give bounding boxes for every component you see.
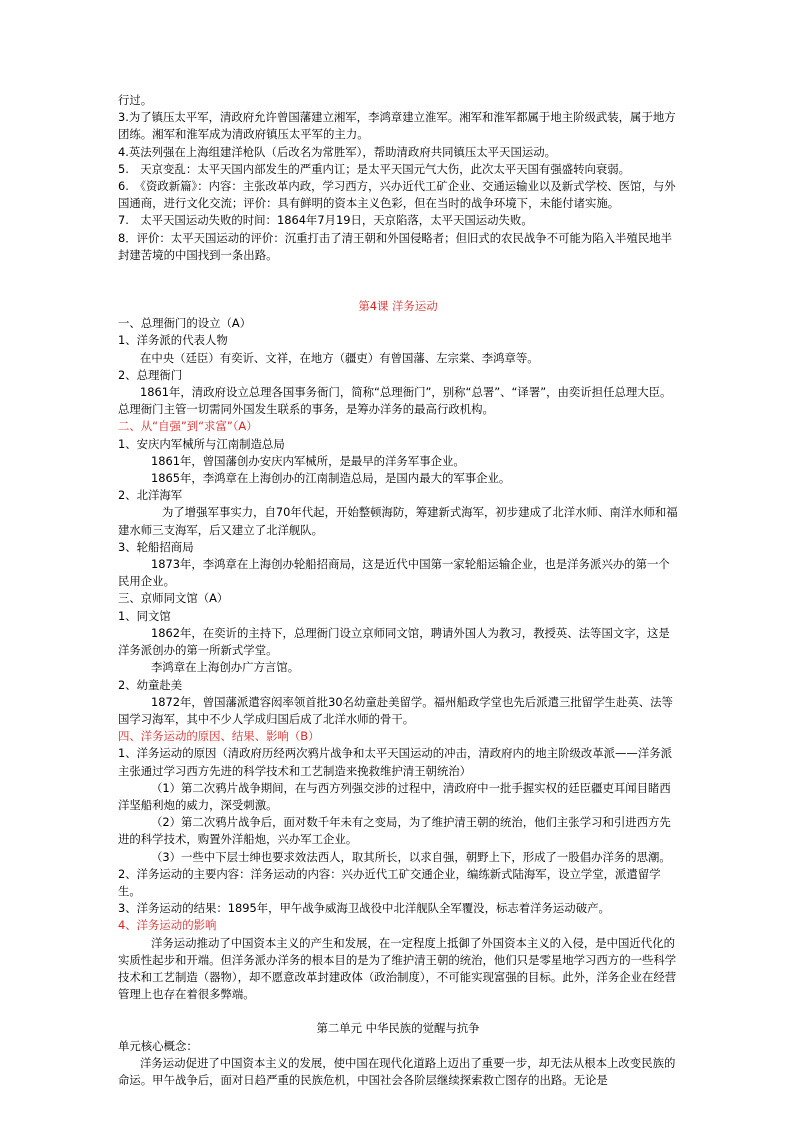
unit-title: 第二单元 中华民族的觉醒与抗争 xyxy=(316,1021,480,1036)
subsection-title: 1、同文馆 xyxy=(118,608,171,623)
paragraph: 4.英法列强在上海组建洋枪队（后改名为常胜军），帮助清政府共同镇压太平天国运动。 xyxy=(118,144,557,159)
paragraph: 为了增强军事实力，自70年代起，开始整顿海防，筹建新式海军，初步建成了北洋水师、南洋水师和福建水师三支海军，后又建立了北洋舰队。 xyxy=(118,505,678,537)
paragraph: 1862年，在奕䜣的主持下，总理衙门设立京师同文馆，聘请外国人为教习，教授英、法等国文字，这是洋务派创办的第一所新式学堂。 xyxy=(118,625,670,658)
document-page xyxy=(118,92,678,1089)
subsection-title: 1、安庆内军械所与江南制造总局 xyxy=(118,436,285,451)
subsection-title: 2、总理衙门 xyxy=(118,367,183,382)
subsection-title: 2、幼童赴美 xyxy=(118,677,183,692)
paragraph: 6. 《资政新篇》：内容：主张改革内政，学习西方，兴办近代工矿企业、交通运输业以及新式学校、医馆，与外国通商，进行文化交流；评价：具有鲜明的资本主义色彩，但在当时的战争环境下，未能付诸实施。 xyxy=(118,179,676,211)
paragraph: （2）第二次鸦片战争后，面对数千年未有之变局，为了维护清王朝的统治，他们主张学习和引进西方先进的科学技术，购置外洋船炮，兴办军工企业。 xyxy=(118,815,671,847)
core-concept-label: 单元核心概念： xyxy=(118,1038,198,1053)
paragraph: 1865年，李鸿章在上海创办的江南制造总局，是国内最大的军事企业。 xyxy=(151,471,511,486)
paragraph: （1）第二次鸦片战争期间，在与西方列强交涉的过程中，清政府中一批手握实权的廷臣疆吏耳闻目睹西洋坚船利炮的威力，深受刺激。 xyxy=(118,780,671,812)
paragraph: 8．评价：太平天国运动的评价：沉重打击了清王朝和外国侵略者；但旧式的农民战争不可能为陷入半殖民地半封建苦境的中国找到一条出路。 xyxy=(118,230,672,262)
paragraph: 洋务运动促进了中国资本主义的发展，使中国在现代化道路上迈出了重要一步，却无法从根本上改变民族的命运。甲午战争后，面对日趋严重的民族危机，中国社会各阶层继续探索救亡图存的出路。无论是 xyxy=(118,1055,676,1087)
subsection-title: 3、轮船招商局 xyxy=(118,539,194,554)
section-heading: 一、总理衙门的设立（A） xyxy=(118,316,252,331)
paragraph: 3.为了镇压太平军，清政府允许曾国藩建立湘军，李鸿章建立淮军。湘军和淮军都属于地主阶级武装，属于地方团练。湘军和淮军成为清政府镇压太平军的主力。 xyxy=(118,110,676,142)
paragraph: 行过。 xyxy=(118,93,153,107)
paragraph: 1861年，清政府设立总理各国事务衙门，简称“总理衙门”，别称“总署”、“译署”，由奕䜣担任总理大臣。总理衙门主管一切需同外国发生联系的事务，是筹办洋务的最高行政机构。 xyxy=(118,385,672,417)
paragraph: 3、洋务运动的结果：1895年，甲午战争威海卫战役中北洋舰队全军覆没，标志着洋务运动破产。 xyxy=(118,901,610,916)
subsection-title: 2、北洋海军 xyxy=(118,488,183,503)
paragraph: 5. 天京变乱：太平天国内部发生的严重内讧；是太平天国元气大伤，此次太平天国有强盛转向衰弱。 xyxy=(118,161,631,176)
paragraph: （3）一些中下层士绅也要求效法西人，取其所长，以求自强，朝野上下，形成了一股倡办洋务的思潮。 xyxy=(151,849,671,864)
paragraph: 李鸿章在上海创办广方言馆。 xyxy=(151,660,300,675)
section-heading: 四、洋务运动的原因、结果、影响（B） xyxy=(118,729,320,744)
paragraph: 2、洋务运动的主要内容：洋务运动的内容：兴办近代工矿交通企业，编练新式陆海军，设立学堂，派遣留学生。 xyxy=(118,866,661,898)
section-heading: 二、从“自强”到“求富”（A） xyxy=(118,419,258,434)
paragraph: 1873年，李鸿章在上海创办轮船招商局，这是近代中国第一家轮船运输企业，也是洋务派兴办的第一个民用企业。 xyxy=(118,557,670,589)
paragraph: 1872年，曾国藩派遣容闳率领首批30名幼童赴美留学。福州船政学堂也先后派遣三批留学生赴英、法等国学习海军，其中不少人学成归国后成了北洋水师的骨干。 xyxy=(118,694,673,726)
paragraph: 洋务运动推动了中国资本主义的产生和发展，在一定程度上抵御了外国资本主义的入侵，是中国近代化的实质性起步和开端。但洋务派办洋务的根本目的是为了维护清王朝的统治，他们只是零星地学习西方的一些科学技术和工艺制造（器物），却不愿意改革封建政体（政治制度），不可能实现富强的目标。此外，洋务企业在经营管理上也存在着很多弊端。 xyxy=(118,935,677,1002)
section-heading: 三、京师同文馆（A） xyxy=(118,591,229,606)
paragraph: 在中央（廷臣）有奕䜣、文祥，在地方（疆吏）有曾国藩、左宗棠、李鸿章等。 xyxy=(140,350,539,365)
subsection-title: 4、洋务运动的影响 xyxy=(118,918,217,933)
subsection-title: 1、洋务派的代表人物 xyxy=(118,333,228,348)
lesson-title: 第4课 洋务运动 xyxy=(358,299,438,314)
paragraph: 1、洋务运动的原因（清政府历经两次鸦片战争和太平天国运动的冲击，清政府内的地主阶级改革派——洋务派主张通过学习西方先进的科学技术和工艺制造来挽救维护清王朝统治） xyxy=(118,746,672,778)
paragraph: 7. 太平天国运动失败的时间：1864年7月19日，天京陷落，太平天国运动失败。 xyxy=(118,213,533,228)
paragraph: 1861年，曾国藩创办安庆内军械所，是最早的洋务军事企业。 xyxy=(151,453,465,468)
